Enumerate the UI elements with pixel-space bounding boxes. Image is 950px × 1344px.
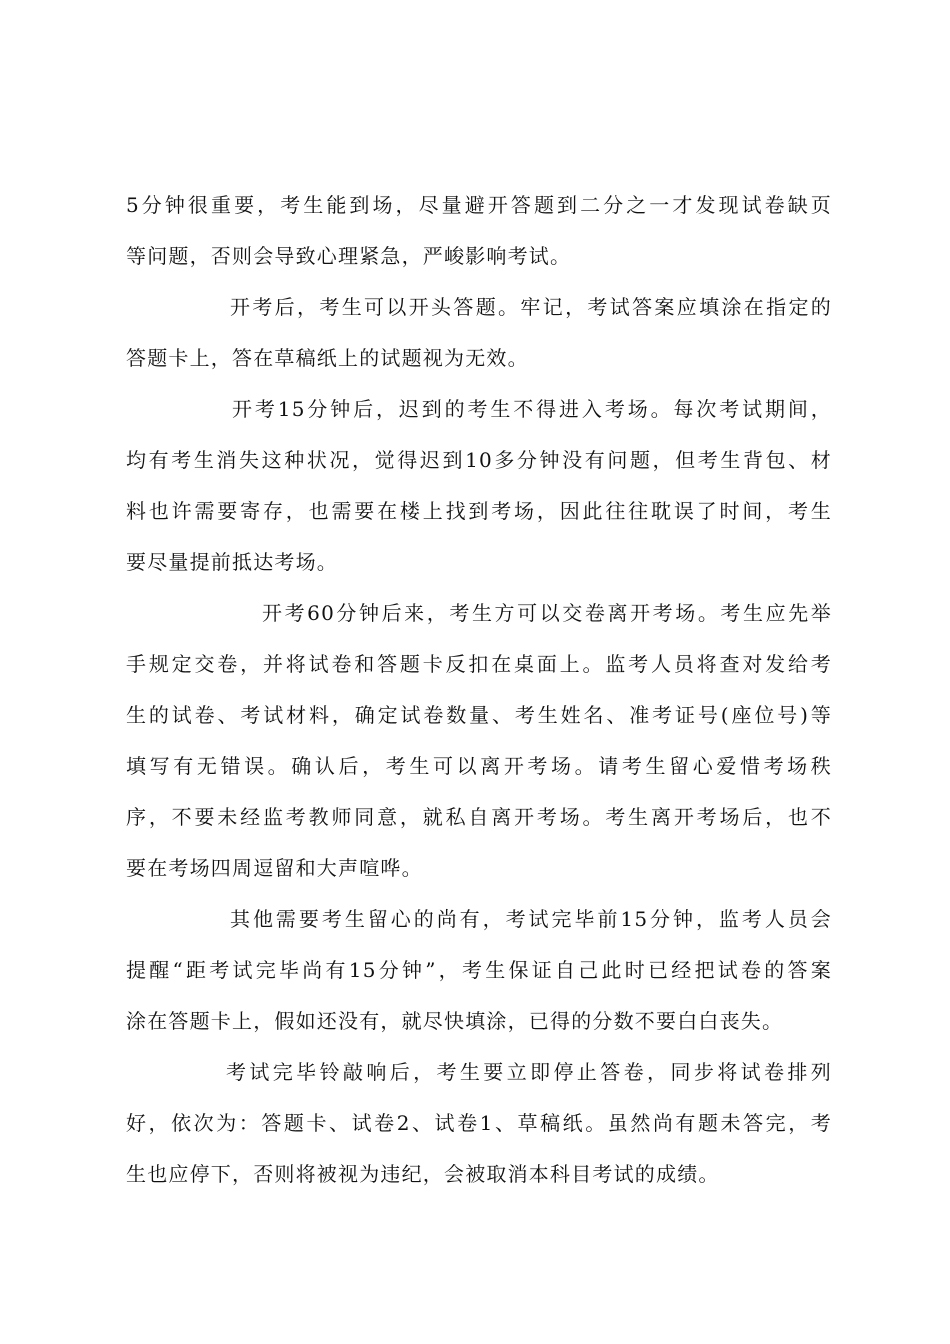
- paragraph-line: 要尽量提前抵达考场。: [126, 550, 338, 574]
- paragraph-line: 料也许需要寄存，也需要在楼上找到考场，因此往往耽误了时间，考生: [126, 499, 832, 523]
- paragraph-line: 答题卡上，答在草稿纸上的试题视为无效。: [126, 346, 529, 370]
- paragraph-line: 提醒“距考试完毕尚有15分钟”，考生保证自己此时已经把试卷的答案: [126, 958, 832, 982]
- paragraph-line: 开考后，考生可以开头答题。牢记，考试答案应填涂在指定的: [230, 295, 832, 319]
- paragraph-line: 填写有无错误。确认后，考生可以离开考场。请考生留心爱惜考场秩: [126, 754, 832, 778]
- paragraph-line: 序，不要未经监考教师同意，就私自离开考场。考生离开考场后，也不: [126, 805, 832, 829]
- paragraph-line: 生的试卷、考试材料，确定试卷数量、考生姓名、准考证号(座位号)等: [126, 703, 832, 727]
- paragraph-line: 均有考生消失这种状况，觉得迟到10多分钟没有问题，但考生背包、材: [126, 448, 832, 472]
- paragraph-line: 生也应停下，否则将被视为违纪，会被取消本科目考试的成绩。: [126, 1162, 720, 1186]
- paragraph-line: 好，依次为：答题卡、试卷2、试卷1、草稿纸。虽然尚有题未答完，考: [126, 1111, 832, 1135]
- paragraph-line: 考试完毕铃敲响后，考生要立即停止答卷，同步将试卷排列: [226, 1060, 832, 1084]
- paragraph-line: 开考15分钟后，迟到的考生不得进入考场。每次考试期间，: [232, 397, 832, 421]
- paragraph-line: 涂在答题卡上，假如还没有，就尽快填涂，已得的分数不要白白丧失。: [126, 1009, 784, 1033]
- paragraph-line: 等问题，否则会导致心理紧急，严峻影响考试。: [126, 244, 572, 268]
- paragraph-line: 其他需要考生留心的尚有，考试完毕前15分钟，监考人员会: [230, 907, 832, 931]
- paragraph-line: 开考60分钟后来，考生方可以交卷离开考场。考生应先举: [262, 601, 832, 625]
- paragraph-line: 手规定交卷，并将试卷和答题卡反扣在桌面上。监考人员将查对发给考: [126, 652, 832, 676]
- paragraph-line: 5分钟很重要，考生能到场，尽量避开答题到二分之一才发现试卷缺页: [126, 193, 832, 217]
- paragraph-line: 要在考场四周逗留和大声喧哗。: [126, 856, 423, 880]
